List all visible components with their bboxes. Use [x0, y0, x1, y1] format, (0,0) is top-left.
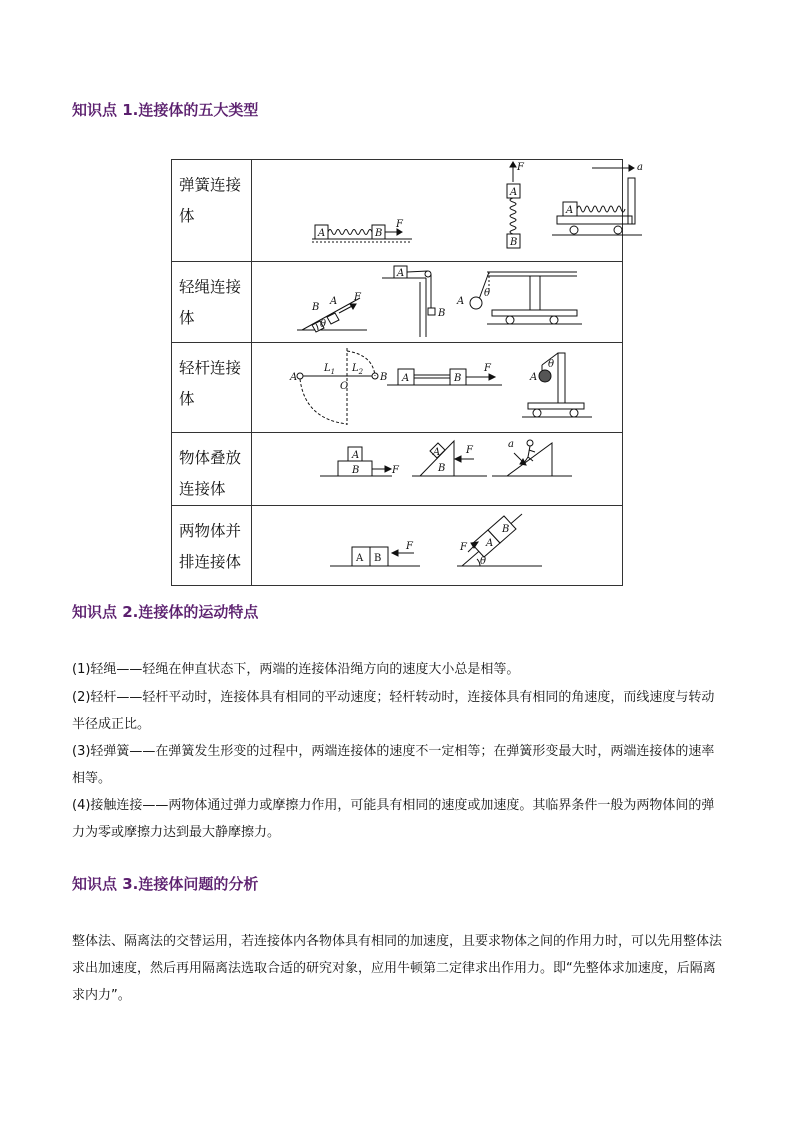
figure-cell [252, 160, 643, 262]
rod-connection-figure [252, 343, 622, 431]
figure-cell [252, 433, 623, 506]
paragraph-spring: (3)轻弹簧——在弹簧发生形变的过程中，两端连接体的速度不一定相等；在弹簧形变最大时，两端连接体的速率相等。 [72, 744, 715, 786]
label-O: O [340, 381, 349, 392]
label-F: F [392, 465, 399, 476]
label-F: F [484, 363, 491, 374]
label-B: B [352, 465, 360, 476]
label-F: F [460, 542, 467, 553]
label-F: F [466, 445, 473, 456]
label-A: A [566, 205, 574, 216]
row-label-line1: 轻绳连接 [179, 278, 242, 296]
side-by-side-connection-figure [252, 506, 622, 584]
label-B: B [454, 373, 462, 384]
label-B: B [438, 463, 446, 474]
label-F: F [517, 162, 524, 173]
figure-cell [252, 262, 623, 343]
row-label [172, 160, 252, 262]
paragraph-analysis: 整体法、隔离法的交替运用，若连接体内各物体具有相同的加速度，且要求物体之间的作用力时，可以先用整体法求出加速度，然后再用隔离法选取合适的研究对象，应用牛顿第二定律求出作用力。即“先整体求加速度，后隔离求内力”。 [72, 934, 723, 1003]
label-a: a [637, 162, 643, 173]
label-A: A [397, 268, 405, 279]
label-theta: θ [320, 319, 327, 330]
row-label-line1: 弹簧连接 [179, 176, 242, 194]
label-B: B [438, 308, 446, 319]
label-A: A [330, 296, 338, 307]
label-B: B [380, 372, 388, 383]
paragraph-contact: (4)接触连接——两物体通过弹力或摩擦力作用，可能具有相同的速度或加速度。其临界条件一般为两物体间的弹力为零或摩擦力达到最大静摩擦力。 [72, 798, 715, 840]
paragraph-rope: (1)轻绳——轻绳在伸直状态下，两端的连接体沿绳方向的速度大小总是相等。 [72, 662, 520, 677]
label-B: B [502, 524, 510, 535]
label-theta: θ [480, 556, 487, 567]
table-row [172, 506, 623, 586]
heading-section-2: 知识点 2.连接体的运动特点 [72, 603, 259, 621]
rope-connection-figure [252, 262, 622, 342]
figure-cell [252, 506, 623, 586]
label-theta: θ [548, 359, 555, 370]
label-B: B [312, 302, 320, 313]
label-A: A [402, 373, 410, 384]
row-label-line2: 体 [179, 207, 195, 225]
row-label [172, 433, 252, 506]
label-F: F [396, 219, 403, 230]
label-L1: $L_1$ [324, 363, 336, 376]
label-B: B [374, 553, 382, 564]
label-F: F [406, 541, 413, 552]
label-A: A [356, 553, 364, 564]
label-L2: $L_2$ [352, 363, 364, 376]
table-row [172, 262, 623, 343]
table-row [172, 343, 623, 433]
row-label [172, 262, 252, 343]
label-A: A [352, 450, 360, 461]
row-label-line2: 体 [179, 390, 195, 408]
row-label-line2: 排连接体 [179, 553, 242, 571]
paragraph-rod: (2)轻杆——轻杆平动时，连接体具有相同的平动速度；轻杆转动时，连接体具有相同的角速度，而线速度与转动半径成正比。 [72, 690, 715, 732]
table-row [172, 160, 623, 262]
label-B: B [510, 237, 518, 248]
row-label-line1: 两物体并 [179, 522, 242, 540]
label-A: A [530, 372, 538, 383]
label-B: B [375, 228, 383, 239]
row-label [172, 343, 252, 433]
label-theta: θ [484, 288, 491, 299]
spring-connection-figure [252, 160, 643, 260]
table-row [172, 433, 623, 506]
row-label-line2: 连接体 [179, 480, 226, 498]
figure-cell [252, 343, 623, 433]
label-A: A [433, 447, 441, 458]
row-label-line2: 体 [179, 309, 195, 327]
label-a: a [508, 439, 514, 450]
heading-section-3: 知识点 3.连接体问题的分析 [72, 875, 259, 893]
label-F: F [354, 292, 361, 303]
row-label-line1: 轻杆连接 [179, 359, 242, 377]
stacked-connection-figure [252, 433, 622, 495]
row-label [172, 506, 252, 586]
label-A: A [457, 296, 465, 307]
label-A: A [486, 538, 494, 549]
label-A: A [510, 187, 518, 198]
label-A: A [290, 372, 298, 383]
label-A: A [318, 228, 326, 239]
heading-section-1: 知识点 1.连接体的五大类型 [72, 101, 259, 119]
connector-types-table [171, 159, 643, 586]
row-label-line1: 物体叠放 [179, 449, 242, 467]
